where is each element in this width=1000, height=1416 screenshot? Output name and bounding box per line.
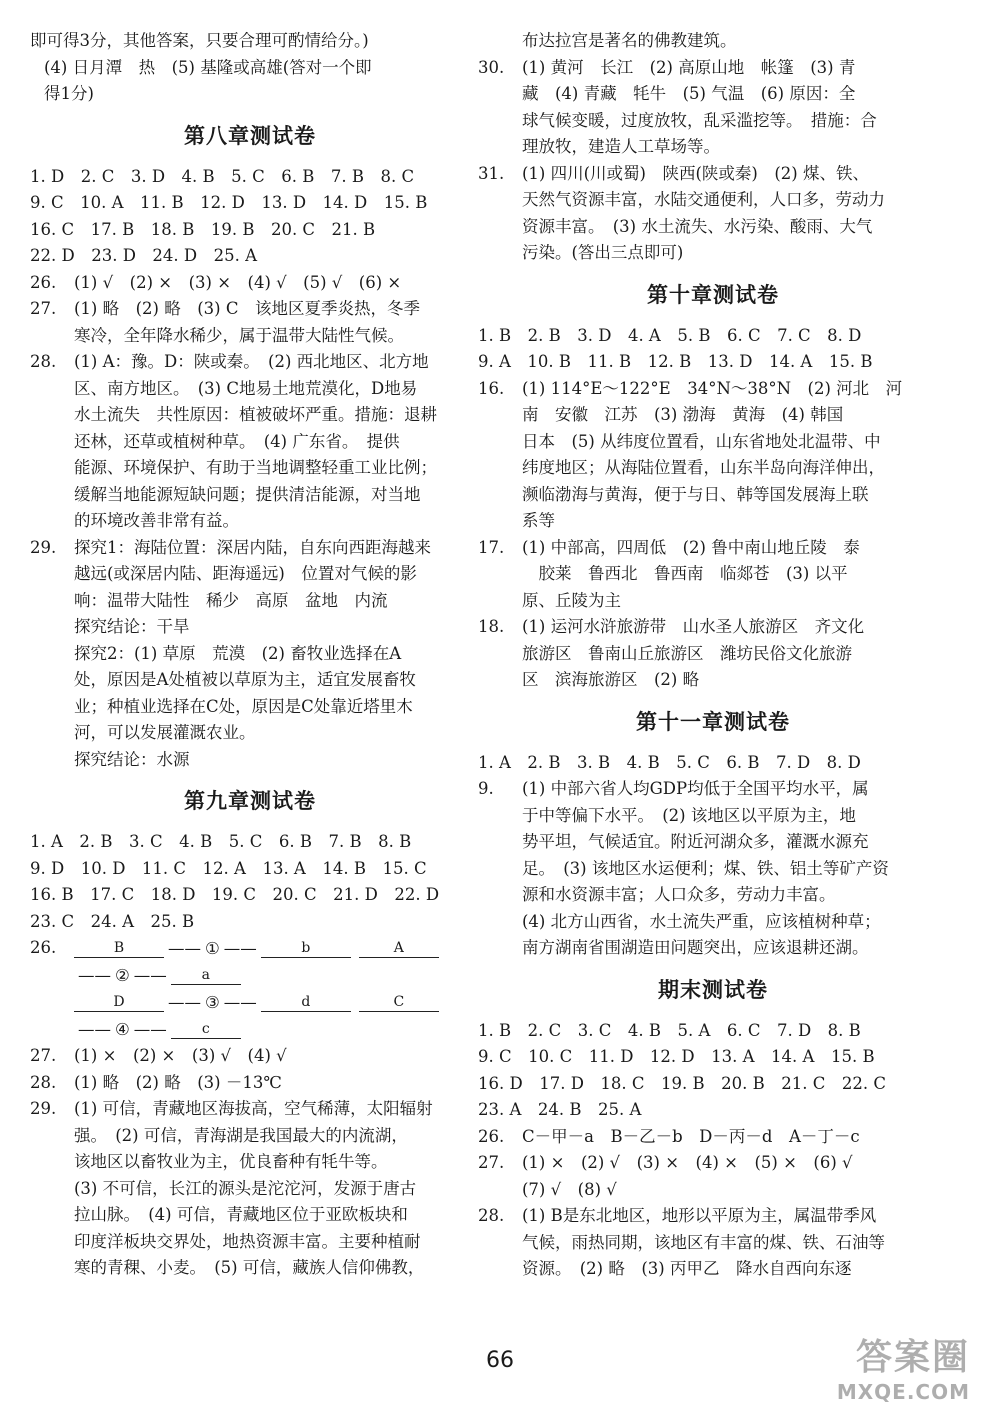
answer-line: 资源丰富。 (3) 水土流失、水污染、酸雨、大气: [522, 216, 873, 236]
ch8-q27: [30, 296, 470, 349]
question-number: 17.: [478, 537, 505, 557]
answer-line: 资源。 (2) 略 (3) 丙甲乙 降水自西向东逐: [522, 1259, 852, 1278]
answer-line: C－甲－a B－乙－b D－丙－d A－丁－c: [522, 1126, 860, 1146]
answer-line: 胶莱 鲁西北 鲁西南 临郯苍 (3) 以平: [522, 564, 848, 583]
answer-line: 于中等偏下水平。 (2) 该地区以平原为主，地: [522, 805, 856, 825]
answer-line: 1. A 2. B 3. B 4. B 5. C 6. B 7. D 8. D: [478, 752, 861, 772]
question-number: 26.: [30, 938, 57, 957]
answer-line: 南方湖南省围湖造田问题突出，应该退耕还湖。: [522, 938, 869, 957]
answer-line: (1) 略 (2) 略 (3) －13℃: [74, 1072, 282, 1092]
answer-line: 16. D 17. D 18. C 19. B 20. B 21. C 22. C: [478, 1073, 886, 1093]
answer-line: 纬度地区；从海陆位置看，山东半岛向海洋伸出，: [522, 458, 885, 477]
question-number: 28.: [30, 352, 57, 371]
watermark-url: MXQE.COM: [836, 1380, 970, 1404]
chapter10-choice-answers: [478, 323, 948, 376]
question-number: 18.: [478, 617, 505, 636]
answer-line: 越远(或深居内陆、距海遥远) 位置对气候的影: [74, 564, 417, 583]
chapter9-choice-answers: [30, 829, 470, 935]
question-number: 26.: [30, 272, 57, 292]
fill-value: ③: [205, 993, 220, 1012]
answer-line: 旅游区 鲁南山丘旅游区 潍坊民俗文化旅游: [522, 643, 852, 663]
answer-line: 源和水资源丰富；人口众多，劳动力丰富。: [522, 885, 836, 904]
fill-value: ④: [115, 1020, 130, 1039]
ch9-q31: [478, 161, 948, 267]
answer-line: (1) A：豫。D：陕或秦。 (2) 西北地区、北方地: [74, 352, 429, 371]
watermark-logo: [837, 1329, 970, 1404]
answer-line: 球气候变暖，过度放牧，乱采滥挖等。 措施：合: [522, 110, 877, 130]
answer-line: 还林，还草或植树种草。 (4) 广东省。 提供: [74, 431, 400, 451]
text-line: 得1分): [44, 84, 94, 103]
answer-line: (1) × (2) × (3) √ (4) √: [74, 1046, 287, 1065]
ch8-q28: [30, 349, 470, 535]
answer-line: 响：温带大陆性 稀少 高原 盆地 内流: [74, 590, 388, 610]
answer-line: (1) √ (2) × (3) × (4) √ (5) √ (6) ×: [74, 272, 402, 292]
final-choice-answers: [478, 1018, 948, 1124]
ch10-q17: [478, 535, 948, 615]
answer-line: 探究结论：水源: [74, 749, 190, 769]
answer-line: (1) 四川(川或蜀) 陕西(陕或秦) (2) 煤、铁、: [522, 163, 869, 183]
final-q28: [478, 1203, 948, 1283]
answer-line: 能源、环境保护、有助于当地调整轻重工业比例；: [74, 458, 437, 477]
answer-line: (3) 不可信，长江的源头是沱沱河，发源于唐古: [74, 1178, 417, 1198]
answer-line: 污染。(答出三点即可): [522, 243, 684, 262]
answer-line: (1) 黄河 长江 (2) 高原山地 帐篷 (3) 青: [522, 57, 856, 77]
question-number: 27.: [478, 1153, 505, 1172]
question-number: 29.: [30, 537, 57, 557]
answer-line: 探究1：海陆位置：深居内陆，自东向西距海越来: [74, 537, 431, 557]
ch9-q26-matching: [30, 935, 470, 1043]
answer-line: 拉山脉。 (4) 可信，青藏地区位于亚欧板块和: [74, 1205, 408, 1224]
matching-row: —— ② —— a: [74, 962, 470, 989]
chapter11-heading: 第十一章测试卷: [636, 709, 790, 734]
answer-line: 寒冷，全年降水稀少，属于温带大陆性气候。: [74, 325, 404, 345]
continuation-line: 布达拉宫是著名的佛教建筑。: [522, 31, 737, 50]
ch9-q30: [478, 55, 948, 161]
answer-line: 9. D 10. D 11. C 12. A 13. A 14. B 15. C: [30, 858, 427, 878]
answer-line: 9. A 10. B 11. B 12. B 13. D 14. A 15. B: [478, 352, 873, 371]
answer-line: 该地区以畜牧业为主，优良畜种有牦牛等。: [74, 1152, 388, 1171]
answer-line: 16. C 17. B 18. B 19. B 20. C 21. B: [30, 219, 376, 239]
answer-line: 足。 (3) 该地区水运便利；煤、铁、铝土等矿产资: [522, 858, 889, 878]
answer-line: (1) × (2) √ (3) × (4) × (5) × (6) √: [522, 1153, 853, 1172]
question-number: 30.: [478, 57, 505, 77]
answer-line: (1) 略 (2) 略 (3) C 该地区夏季炎热，冬季: [74, 299, 420, 318]
final-exam-heading: 期末测试卷: [658, 977, 768, 1002]
answer-line: 探究2：(1) 草原 荒漠 (2) 畜牧业选择在A: [74, 643, 402, 663]
answer-line: 区 滨海旅游区 (2) 略: [522, 670, 700, 689]
answer-line: 河，可以发展灌溉农业。: [74, 723, 256, 742]
final-q26: [478, 1124, 948, 1151]
answer-line: 势平坦，气候适宜。附近河湖众多，灌溉水源充: [522, 832, 869, 851]
answer-line: (4) 北方山西省，水土流失严重，应该植树种草；: [522, 911, 881, 931]
answer-line: (1) 114°E～122°E 34°N～38°N (2) 河北 河: [522, 378, 903, 398]
answer-line: 气候，雨热同期，该地区有丰富的煤、铁、石油等: [522, 1232, 885, 1252]
ch10-q18: [478, 614, 948, 694]
answer-line: 业；种植业选择在C处，原因是C处靠近塔里木: [74, 696, 413, 716]
question-number: 28.: [30, 1072, 57, 1092]
answer-line: 藏 (4) 青藏 牦牛 (5) 气温 (6) 原因：全: [522, 84, 856, 103]
answer-line: 南 安徽 江苏 (3) 渤海 黄海 (4) 韩国: [522, 405, 844, 424]
matching-row: D —— ③ —— d C: [74, 989, 470, 1016]
answer-line: 濒临渤海与黄海，便于与日、韩等国发展海上联: [522, 484, 869, 504]
fill-blank: c: [171, 1020, 241, 1039]
question-number: 27.: [30, 1046, 57, 1065]
ch10-q16: [478, 376, 948, 535]
final-q27: [478, 1150, 948, 1203]
matching-row: B —— ① —— b A: [74, 935, 470, 962]
matching-row: —— ④ —— c: [74, 1016, 470, 1043]
answer-line: 原、丘陵为主: [522, 590, 621, 610]
fill-value: ①: [205, 939, 220, 958]
answer-line: 23. C 24. A 25. B: [30, 911, 195, 931]
answer-line: 区、南方地区。 (3) C地易土地荒漠化，D地易: [74, 378, 418, 398]
text-line: (4) 日月潭 热 (5) 基隆或高雄(答对一个即: [44, 57, 372, 77]
fill-blank: A: [359, 939, 439, 958]
answer-line: (1) 中部高，四周低 (2) 鲁中南山地丘陵 泰: [522, 537, 860, 557]
answer-line: (1) 可信，青藏地区海拔高，空气稀薄，太阳辐射: [74, 1099, 433, 1118]
fill-blank: b: [261, 939, 351, 958]
fill-blank: d: [261, 993, 351, 1012]
chapter9-heading: 第九章测试卷: [184, 789, 316, 813]
answer-line: (1) 运河水浒旅游带 山水圣人旅游区 齐文化: [522, 617, 865, 636]
fill-blank: a: [171, 966, 241, 985]
right-column: [478, 28, 948, 1283]
answer-line: (1) B是东北地区，地形以平原为主，属温带季风: [522, 1206, 877, 1225]
question-number: 28.: [478, 1206, 505, 1225]
answer-line: 寒的青稞、小麦。 (5) 可信，藏族人信仰佛教，: [74, 1258, 425, 1277]
answer-line: 水土流失 共性原因：植被破坏严重。措施：退耕: [74, 405, 437, 424]
ch11-q9: [478, 776, 948, 962]
question-number: 27.: [30, 299, 57, 318]
question-number: 29.: [30, 1099, 57, 1118]
answer-line: (7) √ (8) √: [522, 1179, 617, 1199]
fill-blank: D: [74, 993, 164, 1012]
chapter10-heading: 第十章测试卷: [647, 282, 779, 307]
answer-line: 16. B 17. C 18. D 19. C 20. C 21. D 22. D: [30, 885, 440, 904]
answer-line: 理放牧，建造人工草场等。: [522, 137, 720, 156]
answer-line: 1. B 2. C 3. C 4. B 5. A 6. C 7. D 8. B: [478, 1020, 861, 1040]
answer-line: 探究结论：干旱: [74, 617, 190, 636]
answer-line: 23. A 24. B 25. A: [478, 1100, 642, 1119]
answer-line: 1. B 2. B 3. D 4. A 5. B 6. C 7. C 8. D: [478, 325, 862, 345]
answer-line: 1. D 2. C 3. D 4. B 5. C 6. B 7. B 8. C: [30, 166, 415, 186]
chapter8-choice-answers: [30, 164, 470, 270]
question-number: 9.: [478, 779, 494, 798]
ch9-q28: [30, 1070, 470, 1097]
answer-line: (1) 中部六省人均GDP均低于全国平均水平，属: [522, 779, 869, 798]
answer-line: 强。 (2) 可信，青海湖是我国最大的内流湖，: [74, 1125, 408, 1145]
chapter11-choice-answers: [478, 750, 948, 777]
answer-line: 的环境改善非常有益。: [74, 511, 239, 530]
fill-value: ②: [115, 966, 130, 985]
left-column: [30, 28, 470, 1282]
text-line: 即可得3分，其他答案，只要合理可酌情给分。): [30, 31, 369, 50]
question-number: 31.: [478, 163, 505, 183]
fill-blank: C: [359, 993, 439, 1012]
answer-line: 9. C 10. A 11. B 12. D 13. D 14. D 15. B: [30, 193, 428, 212]
answer-line: 系等: [522, 511, 555, 530]
answer-line: 处，原因是A处植被以草原为主，适宜发展畜牧: [74, 670, 416, 689]
question-number: 16.: [478, 378, 505, 398]
chapter8-heading: 第八章测试卷: [184, 123, 316, 148]
answer-line: 1. A 2. B 3. C 4. B 5. C 6. B 7. B 8. B: [30, 832, 412, 851]
ch8-q29: [30, 535, 470, 774]
ch9-q29: [30, 1096, 470, 1282]
page-number: 66: [486, 1348, 514, 1373]
watermark-mark: 答案圈: [855, 1337, 970, 1378]
ch9-q27: [30, 1043, 470, 1070]
answer-line: 缓解当地能源短缺问题；提供清洁能源，对当地: [74, 484, 421, 504]
answer-line: 日本 (5) 从纬度位置看，山东省地处北温带、中: [522, 431, 881, 451]
answer-line: 22. D 23. D 24. D 25. A: [30, 246, 258, 265]
fill-blank: B: [74, 939, 164, 958]
answer-line: 9. C 10. C 11. D 12. D 13. A 14. A 15. B: [478, 1047, 875, 1066]
intro-block: [30, 28, 470, 108]
ch8-q26: [30, 270, 470, 297]
question-number: 26.: [478, 1126, 505, 1146]
answer-line: 印度洋板块交界处，地热资源丰富。主要种植耐: [74, 1231, 421, 1251]
answer-line: 天然气资源丰富，水陆交通便利，人口多，劳动力: [522, 190, 885, 209]
